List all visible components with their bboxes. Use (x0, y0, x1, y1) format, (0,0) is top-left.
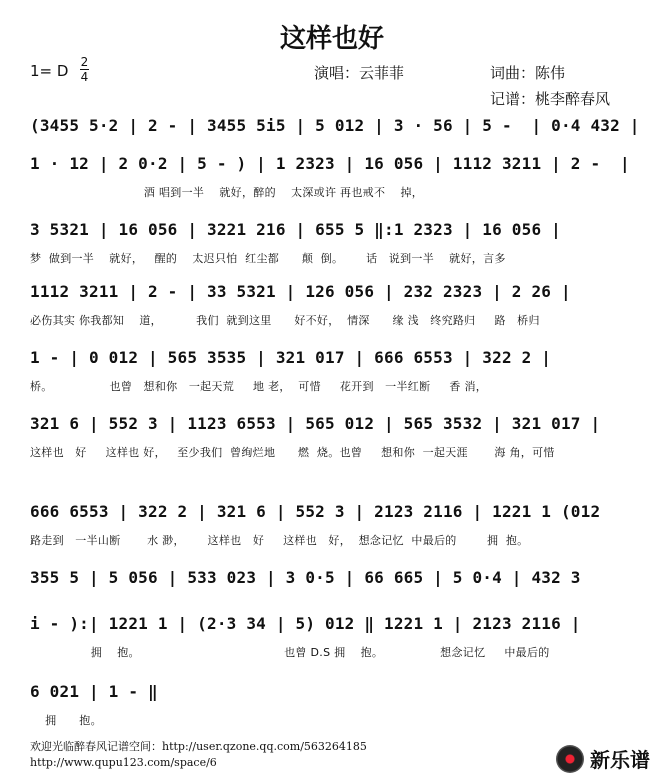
system-notes: 3 5321 | 16 056 | 3221 216 | 655 5 ‖:1 2323 | 16 056 | (30, 220, 561, 239)
system-6 (0, 414, 664, 478)
system-lyrics: 桥。 也曾 想和你 一起天荒 地 老， 可惜 花开到 一半红断 香 消， (30, 380, 488, 393)
system-7 (0, 502, 664, 566)
site-logo (556, 744, 650, 773)
system-5 (0, 348, 664, 412)
system-lyrics: 梦 做到一半 就好， 醒的 太迟只怕 红尘都 颠 倒。 话 说到一半 就好，言多 (30, 252, 506, 265)
system-lyrics: 拥 抱。 (30, 714, 102, 727)
system-notes: (3455 5·2 | 2 - | 3455 5i5 | 5 012 | 3 · 56 | 5 - | 0·4 432 | (30, 116, 640, 135)
system-notes: 321 6 | 552 3 | 1123 6553 | 565 012 | 565 3532 | 321 017 | (30, 414, 601, 433)
time-bottom: 4 (80, 70, 89, 84)
time-top: 2 (80, 55, 89, 69)
system-4 (0, 282, 664, 346)
system-notes: 1 - | 0 012 | 565 3535 | 321 017 | 666 6553 | 322 2 | (30, 348, 552, 367)
system-lyrics: 酒 唱到一半 就好，醉的 太深或许 再也戒不 掉， (30, 186, 424, 199)
system-lyrics: 必伤其实 你我都知 道， 我们 就到这里 好不好， 情深 缘 浅 终究路归 路 桥归 (30, 314, 540, 327)
system-2 (0, 154, 664, 218)
footer-link-qzone[interactable]: 欢迎光临醉春风记谱空间：http://user.qzone.qq.com/563264185 (30, 740, 367, 753)
system-lyrics: 路走到 一半山断 水 渺， 这样也 好 这样也 好， 想念记忆 中最后的 拥 抱。 (30, 534, 529, 547)
song-title: 这样也好 (279, 24, 384, 54)
record-disc-icon (556, 745, 584, 773)
singer: 演唱：云菲菲 (314, 64, 405, 82)
time-signature (80, 56, 89, 83)
system-notes: 1112 3211 | 2 - | 33 5321 | 126 056 | 232 2323 | 2 26 | (30, 282, 571, 301)
composer: 词曲：陈伟 (490, 64, 566, 82)
system-9 (0, 614, 664, 678)
system-notes: 6 021 | 1 - ‖ (30, 682, 158, 701)
system-lyrics: 这样也 好 这样也 好， 至少我们 曾绚烂地 燃 烧。也曾 想和你 一起天涯 海 角，可惜 (30, 446, 555, 459)
system-notes: 1 · 12 | 2 0·2 | 5 - ) | 1 2323 | 16 056 | 1112 3211 | 2 - | (30, 154, 630, 173)
key-signature: 1= D (30, 62, 69, 80)
system-10 (0, 682, 664, 746)
footer-link-qupu[interactable]: http://www.qupu123.com/space/6 (30, 756, 217, 769)
system-notes: i - ):| 1221 1 | (2·3 34 | 5) 012 ‖ 1221 1 | 2123 2116 | (30, 614, 581, 633)
system-3 (0, 220, 664, 284)
system-notes: 666 6553 | 322 2 | 321 6 | 552 3 | 2123 2116 | 1221 1 (012 (30, 502, 601, 521)
logo-text: 新乐谱 (590, 748, 650, 772)
system-notes: 355 5 | 5 056 | 533 023 | 3 0·5 | 66 665 | 5 0·4 | 432 3 (30, 568, 581, 587)
transcriber: 记谱：桃李醉春风 (490, 90, 611, 108)
system-lyrics: 拥 抱。 也曾 D.S 拥 抱。 想念记忆 中最后的 (30, 646, 550, 659)
